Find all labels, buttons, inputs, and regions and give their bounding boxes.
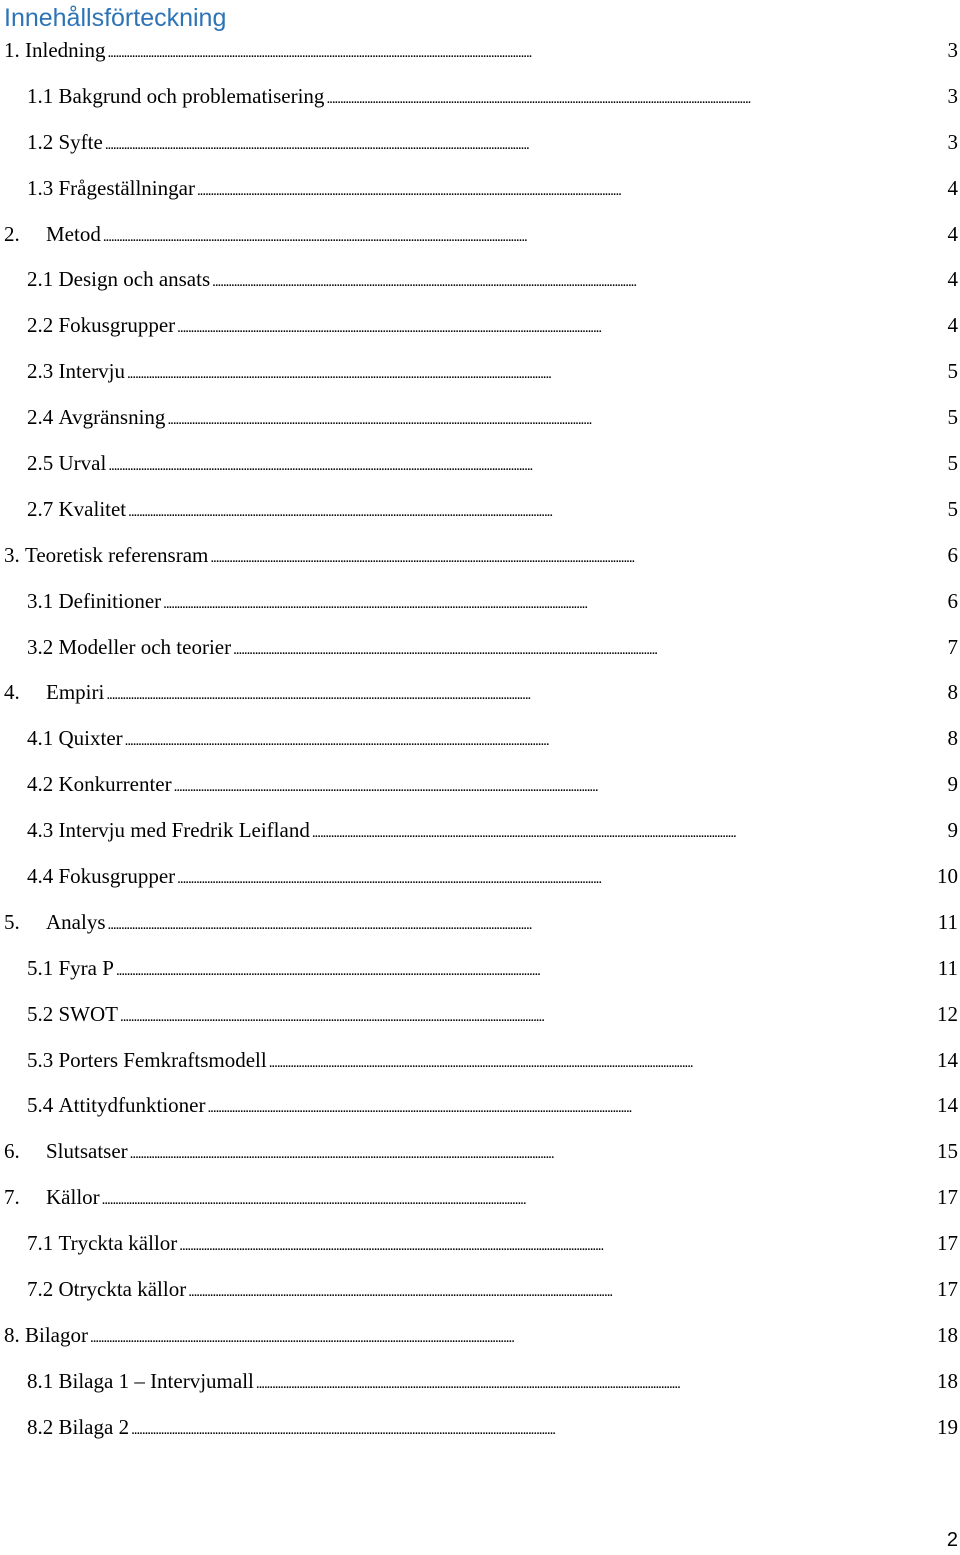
toc-entry-row	[4, 907, 958, 937]
toc-entry-number: 3.1	[27, 588, 54, 613]
toc-entry	[0, 579, 960, 625]
toc-entry-row	[4, 1136, 958, 1166]
toc-entry	[0, 166, 960, 212]
toc-entry-page: 18	[937, 1368, 958, 1393]
toc-entry-link[interactable]	[0, 81, 960, 111]
toc-entry-row	[27, 127, 958, 157]
dot-leader	[107, 38, 943, 68]
toc-entry-page: 4	[947, 175, 958, 200]
toc-entry-number: 5.3	[27, 1047, 54, 1072]
toc-entry	[0, 762, 960, 808]
toc-entry-label: Avgränsning	[58, 405, 166, 430]
toc-entry-number: 2.7	[27, 496, 54, 521]
toc-entry	[0, 1175, 960, 1221]
toc-entry-number: 8.	[4, 1322, 20, 1347]
dot-leader	[90, 1323, 933, 1353]
toc-entry-page: 17	[937, 1185, 958, 1210]
dot-leader	[163, 589, 943, 619]
toc-entry	[0, 1221, 960, 1267]
toc-entry-label: Fokusgrupper	[58, 313, 176, 338]
toc-entry-row	[27, 81, 958, 111]
toc-entry-number: 2.	[4, 221, 20, 246]
dot-leader	[233, 635, 943, 665]
toc-entry-link[interactable]	[0, 1320, 960, 1350]
toc-entry-link[interactable]	[0, 723, 960, 753]
toc-entry	[0, 395, 960, 441]
toc-entry-row	[27, 1274, 958, 1304]
toc-entry-page: 8	[947, 726, 958, 751]
toc-entry-number: 4.2	[27, 772, 54, 797]
toc-entry-link[interactable]	[0, 219, 960, 249]
toc-entry-number: 1.1	[27, 83, 54, 108]
dot-leader	[108, 451, 943, 481]
toc-entry-row	[4, 219, 958, 249]
toc-entry-label: Frågeställningar	[58, 175, 195, 200]
toc-entry-page: 5	[947, 359, 958, 384]
toc-entry-number: 5.	[4, 909, 20, 934]
toc-entry-link[interactable]	[0, 1412, 960, 1442]
toc-entry	[0, 808, 960, 854]
toc-entry-link[interactable]	[0, 953, 960, 983]
toc-entry-page: 8	[947, 680, 958, 705]
toc-entry-page: 10	[937, 864, 958, 889]
toc-entry-link[interactable]	[0, 173, 960, 203]
toc-entry-page: 4	[947, 221, 958, 246]
dot-leader	[125, 726, 944, 756]
toc-entry-row	[27, 953, 958, 983]
toc-entry	[0, 212, 960, 258]
toc-entry-label: Attitydfunktioner	[58, 1093, 206, 1118]
toc-entry-row	[27, 861, 958, 891]
dot-leader	[106, 680, 943, 710]
toc-entry	[0, 716, 960, 762]
toc-entry-row	[27, 769, 958, 799]
toc-entry-link[interactable]	[0, 999, 960, 1029]
page-number: 2	[946, 1529, 958, 1551]
toc-entry-link[interactable]	[0, 1090, 960, 1120]
dot-leader	[179, 1231, 933, 1261]
toc-entry	[0, 625, 960, 671]
toc-entry-label: Analys	[46, 909, 106, 934]
toc-entry-page: 3	[947, 83, 958, 108]
toc-entry-label: Metod	[46, 221, 101, 246]
dot-leader	[256, 1369, 933, 1399]
toc-entry-row	[27, 586, 958, 616]
toc-entry	[0, 992, 960, 1038]
toc-entry-number: 2.1	[27, 267, 54, 292]
dot-leader	[116, 956, 934, 986]
toc-entry-page: 17	[937, 1231, 958, 1256]
toc-entry-label: Bilaga 2	[58, 1414, 130, 1439]
toc-entry-link[interactable]	[0, 861, 960, 891]
toc-entry-link[interactable]	[0, 310, 960, 340]
toc-entry-link[interactable]	[0, 1136, 960, 1166]
toc-entry-number: 2.4	[27, 405, 54, 430]
dot-leader	[130, 1139, 933, 1169]
toc-entry-label: Syfte	[58, 129, 103, 154]
dot-leader	[167, 405, 943, 435]
toc-entry-number: 4.1	[27, 726, 54, 751]
toc-entry-row	[27, 402, 958, 432]
toc-entry-link[interactable]	[0, 586, 960, 616]
toc-entry	[0, 533, 960, 579]
toc-entry-page: 11	[937, 955, 958, 980]
toc-entry-link[interactable]	[0, 264, 960, 294]
toc-entry-page: 3	[947, 129, 958, 154]
toc-entry-number: 4.4	[27, 864, 54, 889]
toc-entry-number: 3.	[4, 542, 20, 567]
toc-entry-link[interactable]	[0, 494, 960, 524]
toc-entry	[0, 1313, 960, 1359]
dot-leader	[197, 176, 944, 206]
toc-entry-label: Design och ansats	[58, 267, 211, 292]
toc-entry-row	[27, 494, 958, 524]
toc-entry-row	[27, 1090, 958, 1120]
toc-entry-link[interactable]	[0, 907, 960, 937]
toc-entry-page: 18	[937, 1322, 958, 1347]
toc-entry-label: Intervju med Fredrik Leifland	[58, 818, 310, 843]
dot-leader	[188, 1277, 933, 1307]
toc-entry-page: 14	[937, 1093, 958, 1118]
toc-entry-number: 3.2	[27, 634, 54, 659]
toc-entry-row	[4, 1182, 958, 1212]
dot-leader	[326, 84, 943, 114]
toc-entry-label: Fokusgrupper	[58, 864, 176, 889]
toc-entry	[0, 303, 960, 349]
toc-entry-link[interactable]	[0, 1228, 960, 1258]
toc-entry	[0, 1083, 960, 1129]
toc-entry-number: 2.2	[27, 313, 54, 338]
toc-entry-link[interactable]	[0, 632, 960, 662]
toc-entry-number: 5.1	[27, 955, 54, 980]
toc-entry-page: 17	[937, 1277, 958, 1302]
toc-entry-link[interactable]	[0, 448, 960, 478]
toc-entry-row	[27, 356, 958, 386]
toc-entry-row	[4, 35, 958, 65]
toc-entry	[0, 1129, 960, 1175]
toc-entry-row	[27, 264, 958, 294]
toc-entry-page: 14	[937, 1047, 958, 1072]
toc-entry	[0, 854, 960, 900]
toc-entry-page: 4	[947, 267, 958, 292]
toc-entry-row	[27, 173, 958, 203]
toc-entry-link[interactable]	[0, 769, 960, 799]
toc-entry-row	[4, 540, 958, 570]
toc-entry-label: Konkurrenter	[58, 772, 172, 797]
dot-leader	[210, 543, 943, 573]
toc-entry-label: Urval	[58, 451, 107, 476]
toc-entry-page: 15	[937, 1139, 958, 1164]
toc-entry-label: Quixter	[58, 726, 123, 751]
toc-entry-row	[27, 632, 958, 662]
toc-entry-row	[27, 1045, 958, 1075]
toc-entry-page: 5	[947, 405, 958, 430]
toc-entry	[0, 1267, 960, 1313]
toc-entry-row	[4, 1320, 958, 1350]
toc-entry-label: Slutsatser	[46, 1139, 128, 1164]
toc-entry-page: 9	[947, 772, 958, 797]
toc-entry-row	[27, 1366, 958, 1396]
toc-entry-link[interactable]	[0, 356, 960, 386]
toc-entry	[0, 670, 960, 716]
dot-leader	[105, 130, 944, 160]
toc-entry-number: 7.1	[27, 1231, 54, 1256]
toc-entry-page: 19	[937, 1414, 958, 1439]
toc-entry-row	[4, 677, 958, 707]
dot-leader	[177, 864, 933, 894]
dot-leader	[131, 1415, 933, 1445]
toc-entry-link[interactable]	[0, 402, 960, 432]
toc-entry-page: 4	[947, 313, 958, 338]
toc-entry-number: 5.2	[27, 1001, 54, 1026]
toc-entry-row	[27, 1412, 958, 1442]
toc-entry-row	[27, 723, 958, 753]
toc-entry-number: 7.	[4, 1185, 20, 1210]
toc-entry-row	[27, 999, 958, 1029]
toc-entry-number: 8.2	[27, 1414, 54, 1439]
toc-entry-row	[27, 448, 958, 478]
toc-entry-label: Empiri	[46, 680, 105, 705]
toc-entry-page: 3	[947, 38, 958, 62]
toc-entry-link[interactable]	[0, 35, 960, 65]
toc-list	[0, 28, 960, 1451]
toc-entry-row	[27, 310, 958, 340]
dot-leader	[103, 222, 944, 252]
toc-entry-page: 12	[937, 1001, 958, 1026]
dot-leader	[127, 359, 944, 389]
toc-title: Innehållsförteckning	[4, 4, 227, 32]
toc-entry-row	[27, 1228, 958, 1258]
dot-leader	[312, 818, 944, 848]
toc-entry-row	[27, 815, 958, 845]
toc-entry-page: 5	[947, 496, 958, 521]
toc-entry-number: 2.5	[27, 451, 54, 476]
toc-entry	[0, 900, 960, 946]
toc-entry-label: Bilagor	[25, 1322, 88, 1347]
toc-entry-link[interactable]	[0, 1274, 960, 1304]
toc-entry-label: Tryckta källor	[58, 1231, 178, 1256]
toc-entry-label: Intervju	[58, 359, 125, 384]
toc-entry	[0, 349, 960, 395]
toc-entry-page: 7	[947, 634, 958, 659]
toc-entry	[0, 1405, 960, 1451]
toc-entry-number: 1.3	[27, 175, 54, 200]
toc-entry-label: SWOT	[58, 1001, 118, 1026]
toc-entry	[0, 1038, 960, 1084]
toc-entry-page: 11	[937, 909, 958, 934]
toc-entry-number: 5.4	[27, 1093, 54, 1118]
toc-entry-label: Bakgrund och problematisering	[58, 83, 325, 108]
toc-entry	[0, 120, 960, 166]
toc-entry-label: Kvalitet	[58, 496, 127, 521]
toc-entry-page: 6	[947, 588, 958, 613]
toc-entry-label: Bilaga 1 – Intervjumall	[58, 1368, 254, 1393]
toc-entry-label: Otryckta källor	[58, 1277, 187, 1302]
toc-entry	[0, 946, 960, 992]
dot-leader	[108, 910, 934, 940]
toc-entry	[0, 441, 960, 487]
toc-entry-number: 4.3	[27, 818, 54, 843]
toc-entry	[0, 1359, 960, 1405]
toc-entry	[0, 487, 960, 533]
toc-entry-number: 4.	[4, 680, 20, 705]
toc-entry	[0, 257, 960, 303]
toc-entry	[0, 74, 960, 120]
toc-entry-link[interactable]	[0, 540, 960, 570]
toc-entry-label: Definitioner	[58, 588, 162, 613]
toc-entry-label: Källor	[46, 1185, 100, 1210]
toc-entry-link[interactable]	[0, 127, 960, 157]
toc-entry-label: Porters Femkraftsmodell	[58, 1047, 267, 1072]
toc-entry-link[interactable]	[0, 815, 960, 845]
dot-leader	[207, 1093, 933, 1123]
dot-leader	[128, 497, 943, 527]
dot-leader	[212, 267, 943, 297]
toc-entry-label: Fyra P	[58, 955, 114, 980]
toc-entry-link[interactable]	[0, 1045, 960, 1075]
dot-leader	[177, 313, 943, 343]
toc-entry-number: 2.3	[27, 359, 54, 384]
dot-leader	[269, 1048, 933, 1078]
toc-entry-number: 8.1	[27, 1368, 54, 1393]
dot-leader	[102, 1185, 933, 1215]
toc-entry-label: Modeller och teorier	[58, 634, 232, 659]
toc-entry-number: 6.	[4, 1139, 20, 1164]
toc-entry-link[interactable]	[0, 1366, 960, 1396]
toc-entry-link[interactable]	[0, 677, 960, 707]
dot-leader	[174, 772, 944, 802]
toc-entry-number: 1.	[4, 38, 20, 62]
toc-entry-label: Inledning	[25, 38, 106, 62]
toc-entry-number: 7.2	[27, 1277, 54, 1302]
toc-entry-page: 5	[947, 451, 958, 476]
toc-entry-label: Teoretisk referensram	[25, 542, 209, 567]
toc-entry-number: 1.2	[27, 129, 54, 154]
toc-entry-page: 9	[947, 818, 958, 843]
toc-entry-page: 6	[947, 542, 958, 567]
dot-leader	[120, 1002, 933, 1032]
toc-entry-link[interactable]	[0, 1182, 960, 1212]
toc-entry	[0, 28, 960, 74]
